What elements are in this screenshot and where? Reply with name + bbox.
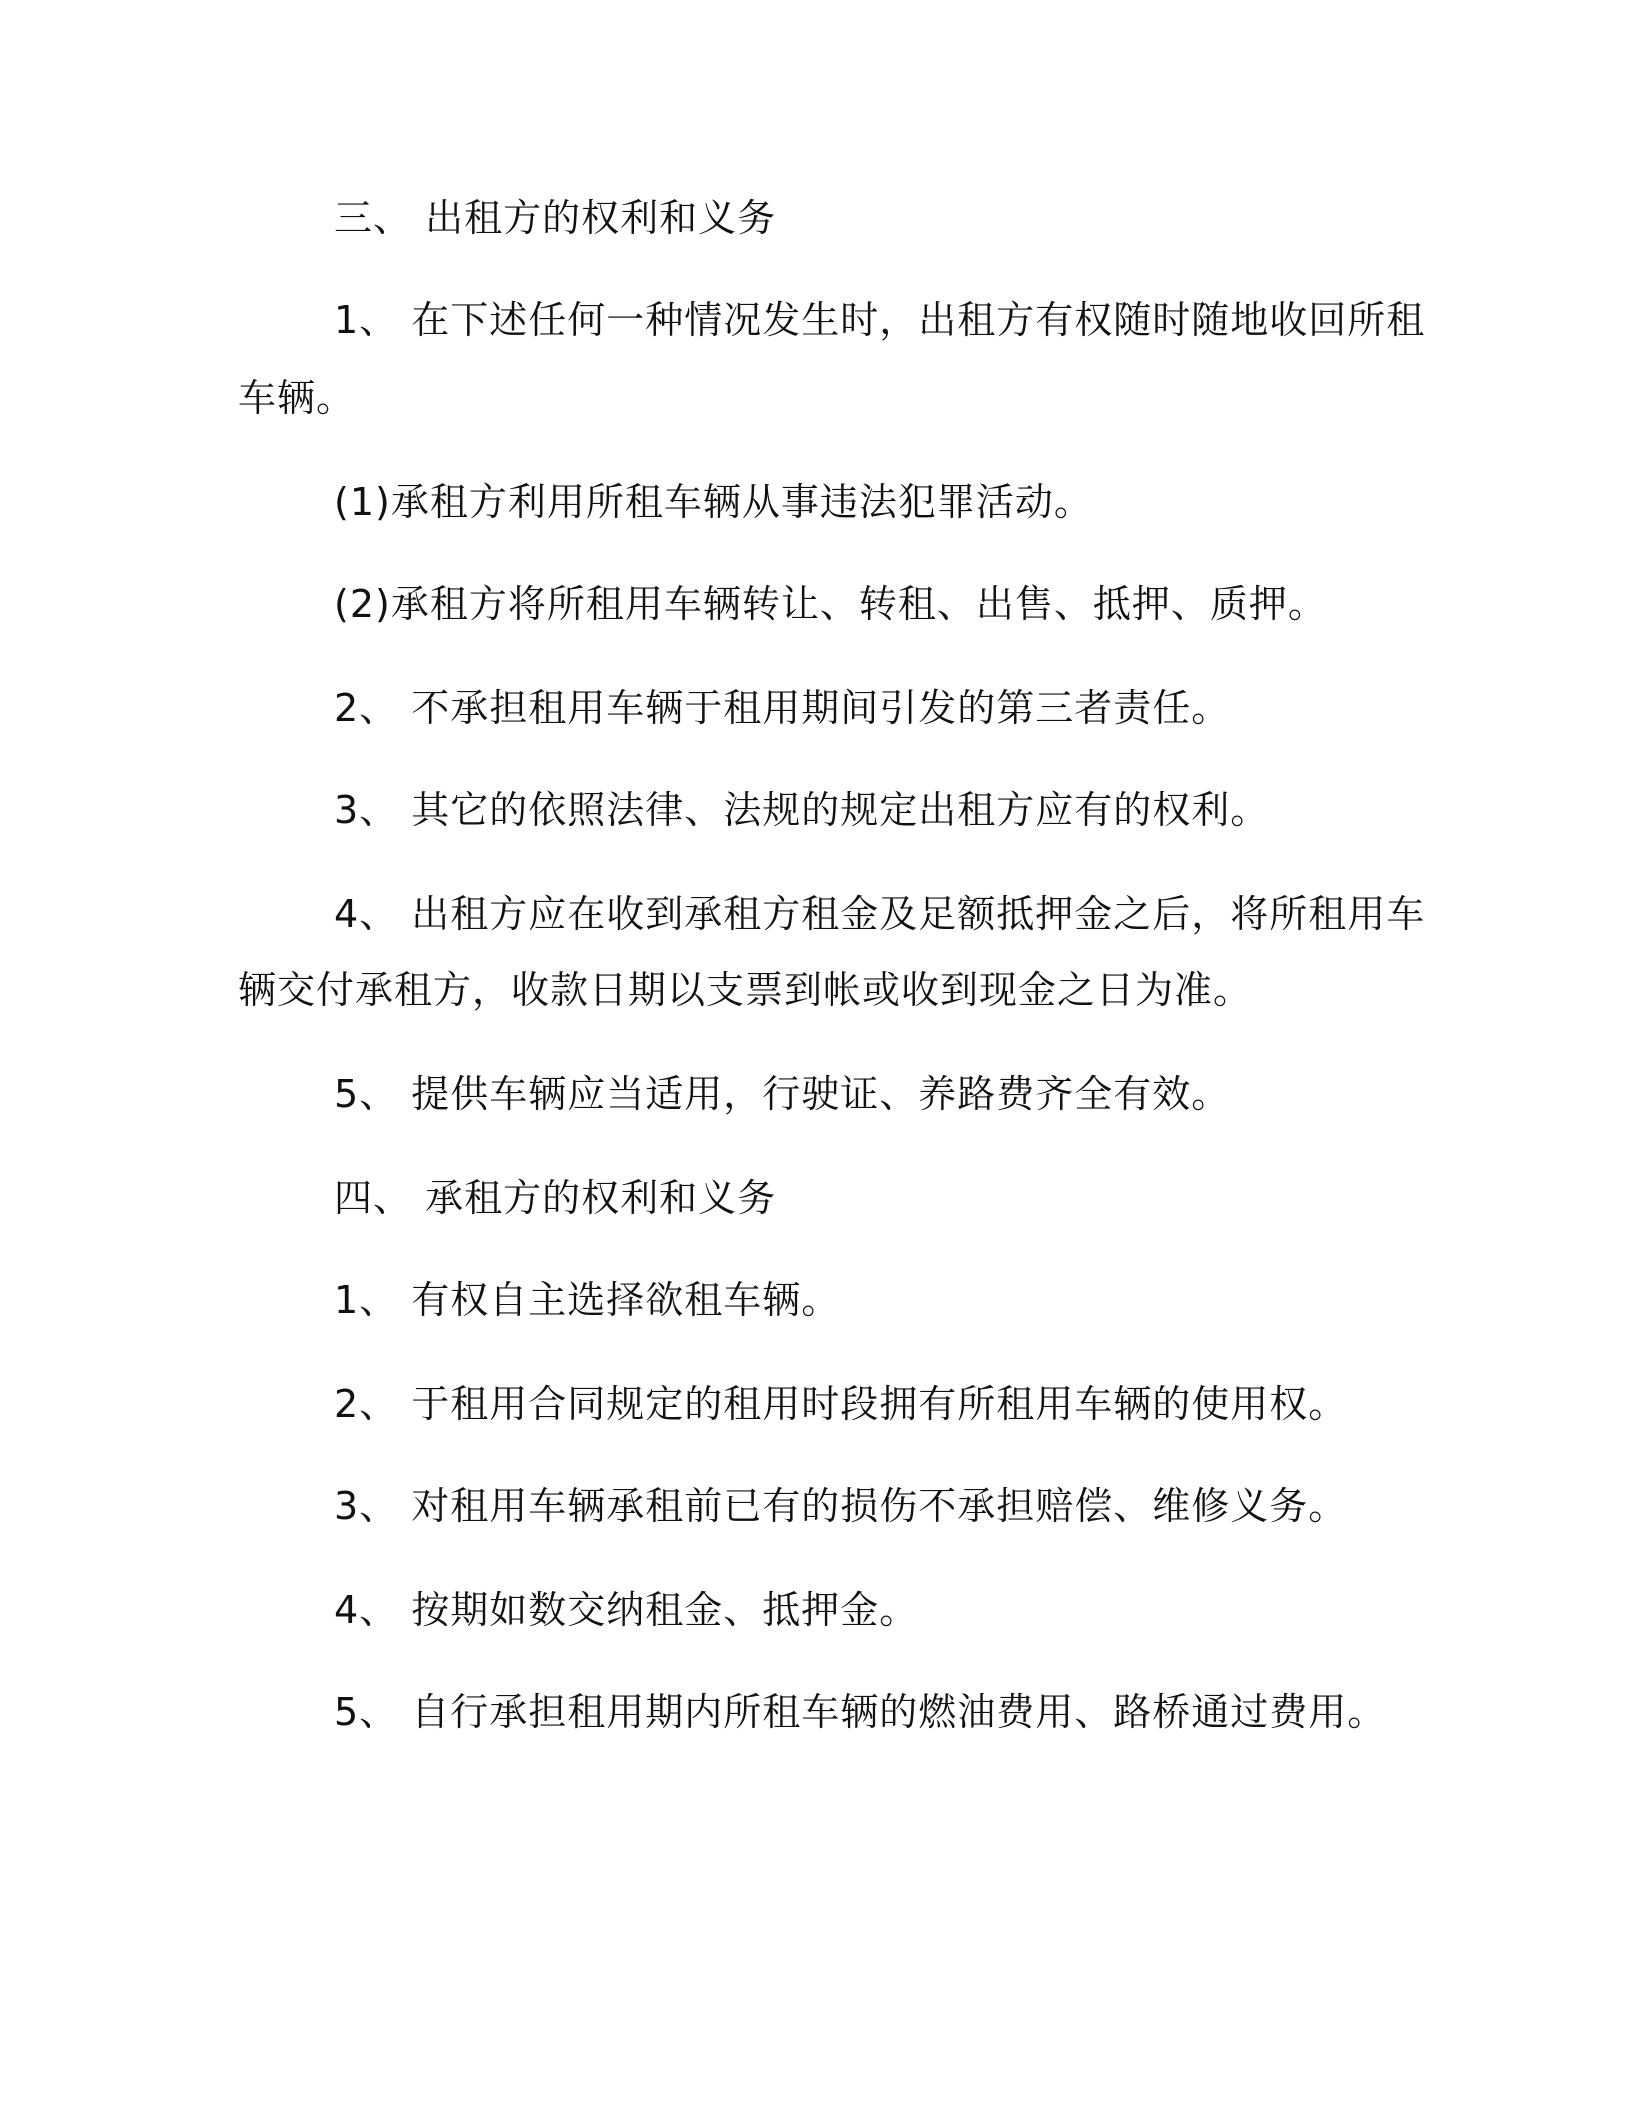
section-4-item-5: 5、 自行承担租用期内所租车辆的燃油费用、路桥通过费用。 (334, 1690, 1387, 1734)
section-4-item-3: 3、 对租用车辆承租前已有的损伤不承担赔偿、维修义务。 (334, 1484, 1348, 1528)
section-3-subitem-2: (2)承租方将所租用车辆转让、转租、出售、抵押、质押。 (334, 582, 1327, 626)
section-3-heading: 三、 出租方的权利和义务 (334, 196, 777, 240)
section-4-item-2: 2、 于租用合同规定的租用时段拥有所租用车辆的使用权。 (334, 1382, 1348, 1426)
section-4-item-4: 4、 按期如数交纳租金、抵押金。 (334, 1588, 919, 1632)
section-3-item-4-line-1: 4、 出租方应在收到承租方租金及足额抵押金之后，将所租用车 (334, 892, 1426, 936)
section-3-item-1-line-2: 车辆。 (238, 376, 356, 420)
section-3-item-2: 2、 不承担租用车辆于租用期间引发的第三者责任。 (334, 686, 1231, 730)
section-3-item-4-line-2: 辆交付承租方，收款日期以支票到帐或收到现金之日为准。 (238, 968, 1253, 1012)
section-4-heading: 四、 承租方的权利和义务 (334, 1176, 777, 1220)
section-3-subitem-1: (1)承租方利用所租车辆从事违法犯罪活动。 (334, 480, 1093, 524)
section-3-item-3: 3、 其它的依照法律、法规的规定出租方应有的权利。 (334, 788, 1270, 832)
section-3-item-1-line-1: 1、 在下述任何一种情况发生时，出租方有权随时随地收回所租 (334, 298, 1426, 342)
section-3-item-5: 5、 提供车辆应当适用，行驶证、养路费齐全有效。 (334, 1072, 1231, 1116)
section-4-item-1: 1、 有权自主选择欲租车辆。 (334, 1278, 841, 1322)
